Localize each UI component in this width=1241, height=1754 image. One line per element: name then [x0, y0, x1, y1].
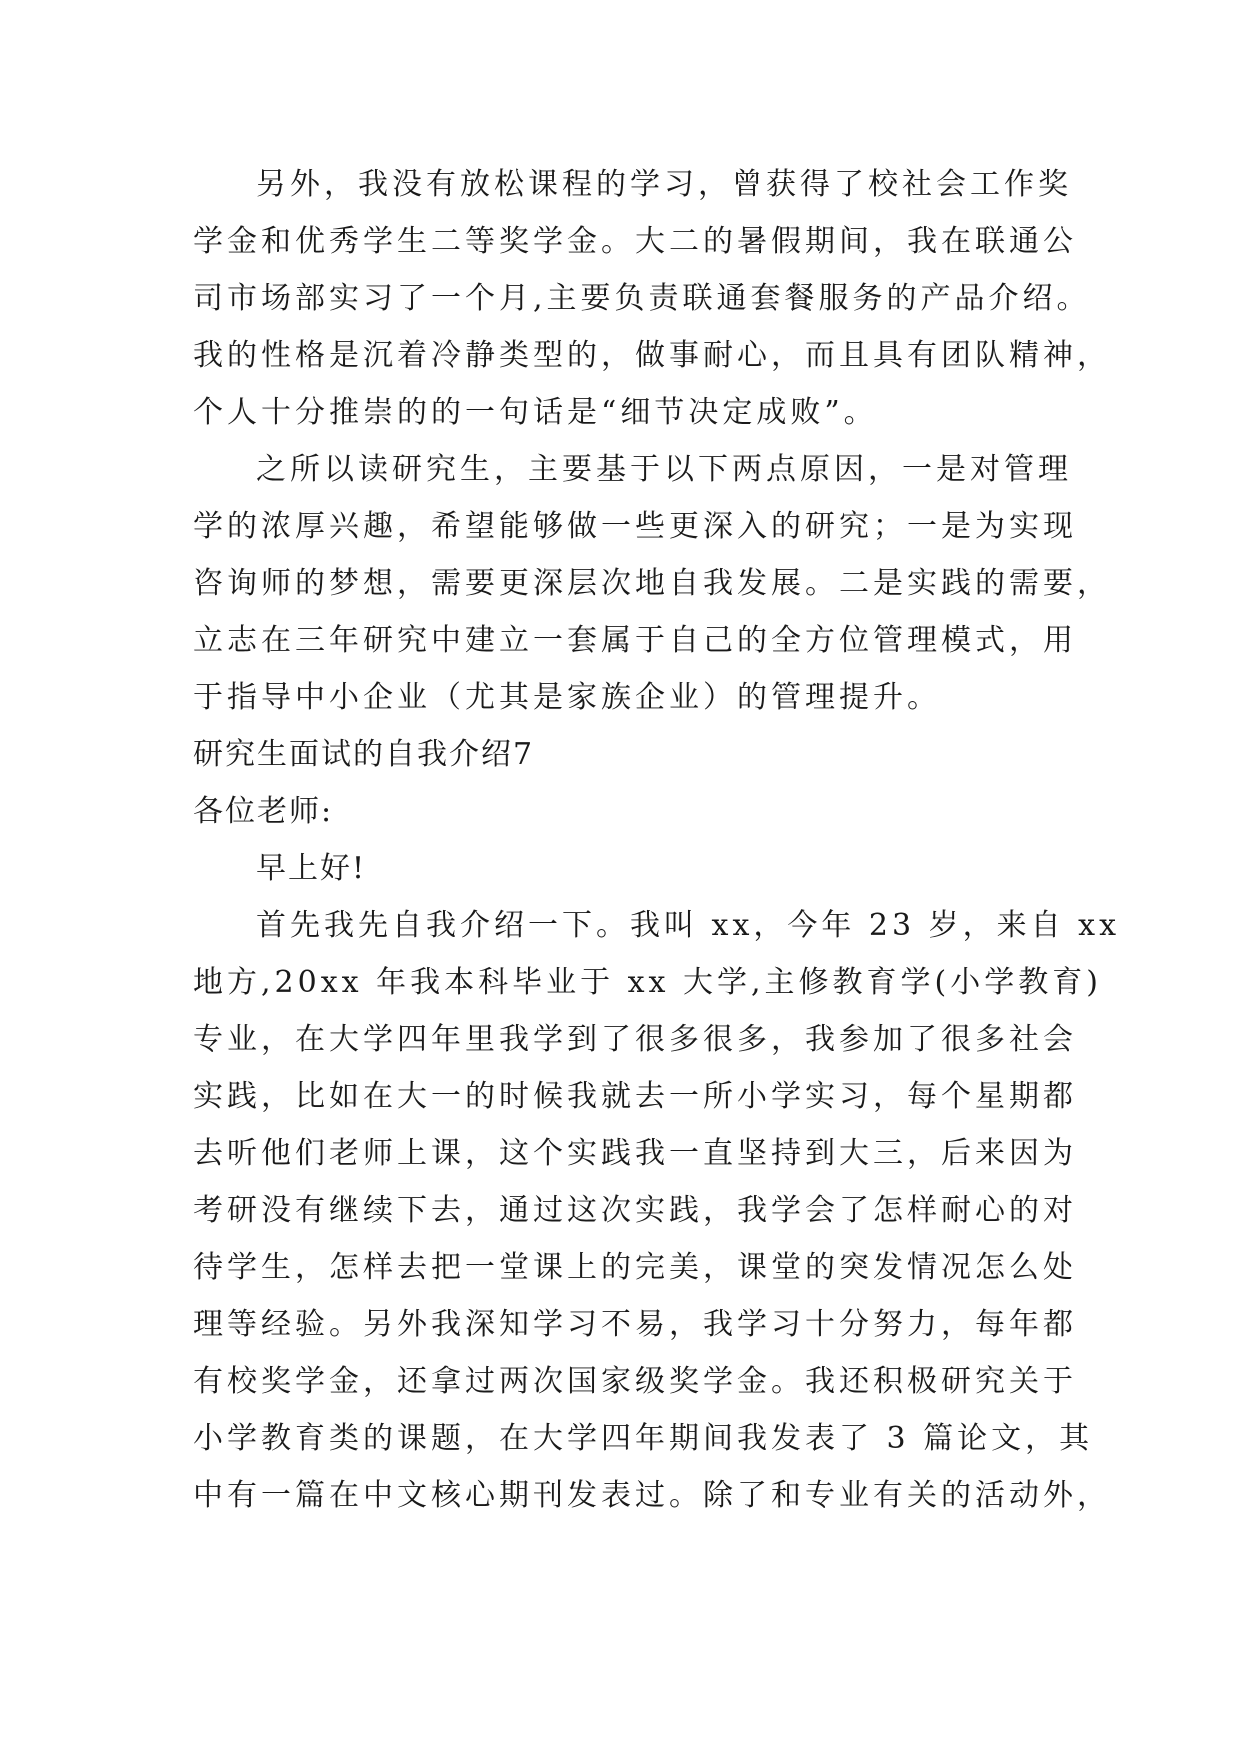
paragraph-line: 专业，在大学四年里我学到了很多很多，我参加了很多社会 [193, 1022, 1077, 1057]
section-heading: 研究生面试的自我介绍7 [193, 737, 535, 772]
paragraph-line: 另外，我没有放松课程的学习，曾获得了校社会工作奖 [256, 167, 1072, 202]
paragraph-line: 个人十分推崇的的一句话是“细节决定成败”。 [193, 395, 878, 430]
paragraph-line: 之所以读研究生，主要基于以下两点原因，一是对管理 [256, 452, 1072, 487]
paragraph-line: 小学教育类的课题，在大学四年期间我发表了 3 篇论文，其 [193, 1421, 1094, 1456]
paragraph-line: 司市场部实习了一个月,主要负责联通套餐服务的产品介绍。 [193, 281, 1091, 316]
paragraph-line: 于指导中小企业（尤其是家族企业）的管理提升。 [193, 680, 941, 715]
paragraph-line: 学的浓厚兴趣，希望能够做一些更深入的研究；一是为实现 [193, 509, 1077, 544]
paragraph-line: 实践，比如在大一的时候我就去一所小学实习，每个星期都 [193, 1079, 1077, 1114]
paragraph-line: 首先我先自我介绍一下。我叫 xx，今年 23 岁，来自 xx [256, 908, 1120, 943]
greeting: 早上好! [256, 851, 367, 886]
paragraph-line: 我的性格是沉着冷静类型的，做事耐心，而且具有团队精神， [193, 338, 1111, 373]
paragraph-line: 中有一篇在中文核心期刊发表过。除了和专业有关的活动外， [193, 1478, 1111, 1513]
salutation: 各位老师: [193, 794, 334, 829]
paragraph-line: 立志在三年研究中建立一套属于自己的全方位管理模式，用 [193, 623, 1077, 658]
paragraph-line: 待学生，怎样去把一堂课上的完美，课堂的突发情况怎么处 [193, 1250, 1077, 1285]
paragraph-line: 咨询师的梦想，需要更深层次地自我发展。二是实践的需要， [193, 566, 1111, 601]
paragraph-line: 去听他们老师上课，这个实践我一直坚持到大三，后来因为 [193, 1136, 1077, 1171]
paragraph-line: 地方,20xx 年我本科毕业于 xx 大学,主修教育学(小学教育) [193, 965, 1102, 1000]
paragraph-line: 学金和优秀学生二等奖学金。大二的暑假期间，我在联通公 [193, 224, 1077, 259]
paragraph-line: 考研没有继续下去，通过这次实践，我学会了怎样耐心的对 [193, 1193, 1077, 1228]
paragraph-line: 有校奖学金，还拿过两次国家级奖学金。我还积极研究关于 [193, 1364, 1077, 1399]
paragraph-line: 理等经验。另外我深知学习不易，我学习十分努力，每年都 [193, 1307, 1077, 1342]
